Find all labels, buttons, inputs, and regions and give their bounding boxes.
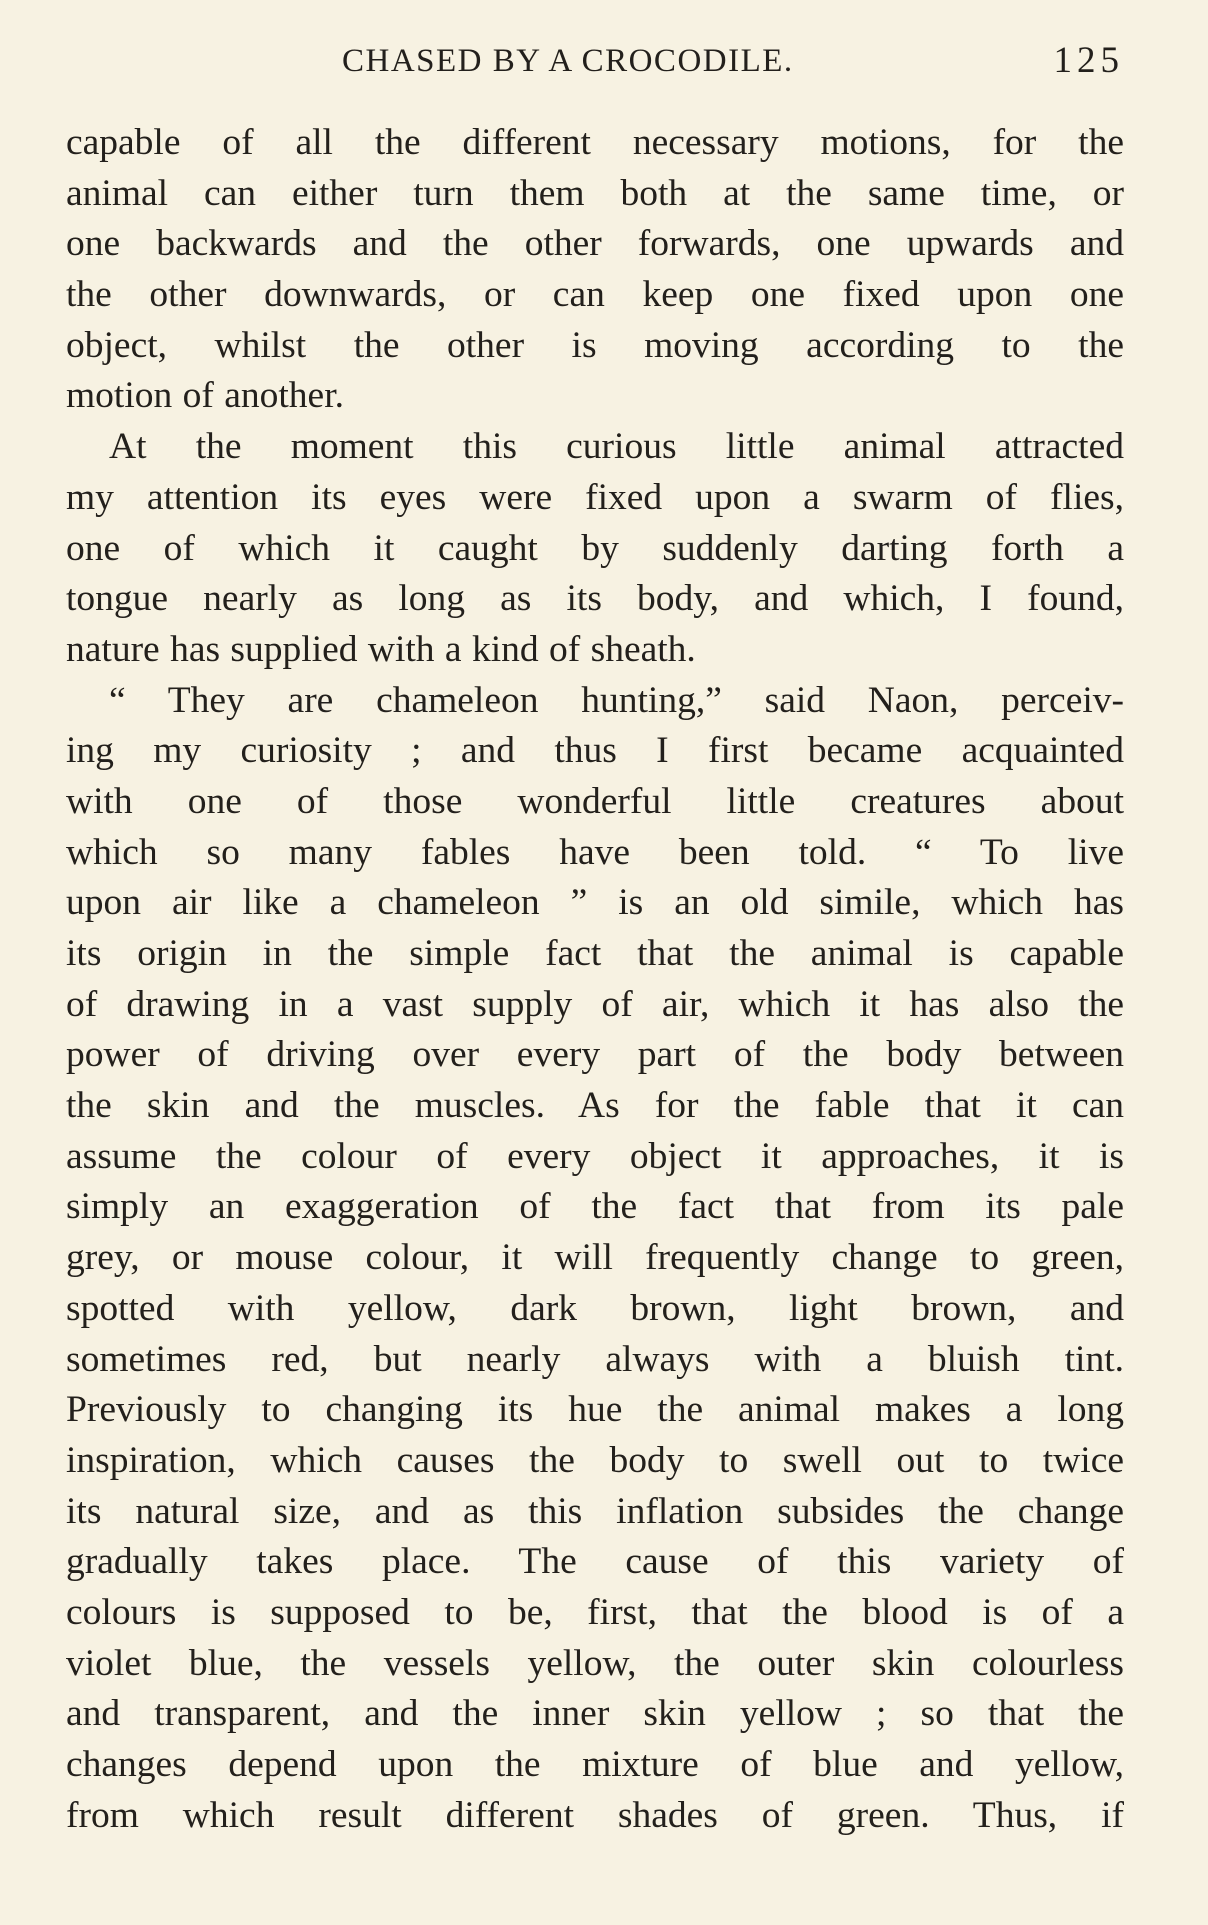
- body-text: [66, 118, 1124, 1841]
- running-head: [66, 36, 1124, 86]
- text-line: one of which it caught by suddenly darting forth a: [66, 527, 1124, 569]
- text-line: my attention its eyes were fixed upon a swarm of flies,: [66, 476, 1124, 518]
- text-line: spotted with yellow, dark brown, light brown, and: [66, 1287, 1124, 1329]
- text-line: motion of another.: [66, 375, 344, 417]
- text-line: colours is supposed to be, first, that the blood is of a: [66, 1591, 1124, 1633]
- text-line: the other downwards, or can keep one fixed upon one: [66, 274, 1124, 316]
- running-title: CHASED BY A CROCODILE.: [342, 43, 794, 79]
- text-line: “ They are chameleon hunting,” said Naon, perceiv-: [109, 679, 1124, 721]
- text-line: At the moment this curious little animal attracted: [109, 426, 1124, 468]
- text-line: Previously to changing its hue the animal makes a long: [66, 1389, 1124, 1431]
- text-line: changes depend upon the mixture of blue and yellow,: [66, 1744, 1124, 1785]
- text-line: animal can either turn them both at the same time, or: [66, 172, 1124, 214]
- text-line: which so many fables have been told. “ To live: [66, 831, 1124, 873]
- text-line: tongue nearly as long as its body, and which, I found,: [66, 578, 1124, 620]
- text-line: violet blue, the vessels yellow, the outer skin colourless: [66, 1642, 1124, 1684]
- text-line: upon air like a chameleon ” is an old simile, which has: [66, 882, 1124, 924]
- text-line: capable of all the different necessary motions, for the: [66, 122, 1124, 163]
- text-line: simply an exaggeration of the fact that from its pale: [66, 1186, 1124, 1228]
- text-line: the skin and the muscles. As for the fable that it can: [66, 1085, 1124, 1127]
- text-line: its natural size, and as this inflation subsides the change: [66, 1490, 1124, 1532]
- text-line: gradually takes place. The cause of this variety of: [66, 1541, 1124, 1583]
- text-line: inspiration, which causes the body to swell out to twice: [66, 1439, 1124, 1481]
- text-line: nature has supplied with a kind of sheath.: [66, 628, 696, 670]
- text-line: its origin in the simple fact that the animal is capable: [66, 933, 1124, 974]
- text-line: from which result different shades of green. Thus, if: [66, 1794, 1124, 1836]
- text-line: with one of those wonderful little creatures about: [66, 780, 1124, 822]
- text-line: grey, or mouse colour, it will frequently change to green,: [66, 1237, 1124, 1279]
- text-line: of drawing in a vast supply of air, which it has also the: [66, 983, 1124, 1025]
- text-line: object, whilst the other is moving according to the: [66, 324, 1124, 366]
- text-line: one backwards and the other forwards, one upwards and: [66, 223, 1124, 265]
- text-line: ing my curiosity ; and thus I first became acquainted: [66, 730, 1124, 772]
- text-line: power of driving over every part of the body between: [66, 1034, 1124, 1076]
- text-line: and transparent, and the inner skin yellow ; so that the: [66, 1693, 1124, 1735]
- page-number: 125: [1053, 40, 1124, 81]
- text-line: assume the colour of every object it approaches, it is: [66, 1135, 1124, 1177]
- text-line: sometimes red, but nearly always with a bluish tint.: [66, 1338, 1124, 1380]
